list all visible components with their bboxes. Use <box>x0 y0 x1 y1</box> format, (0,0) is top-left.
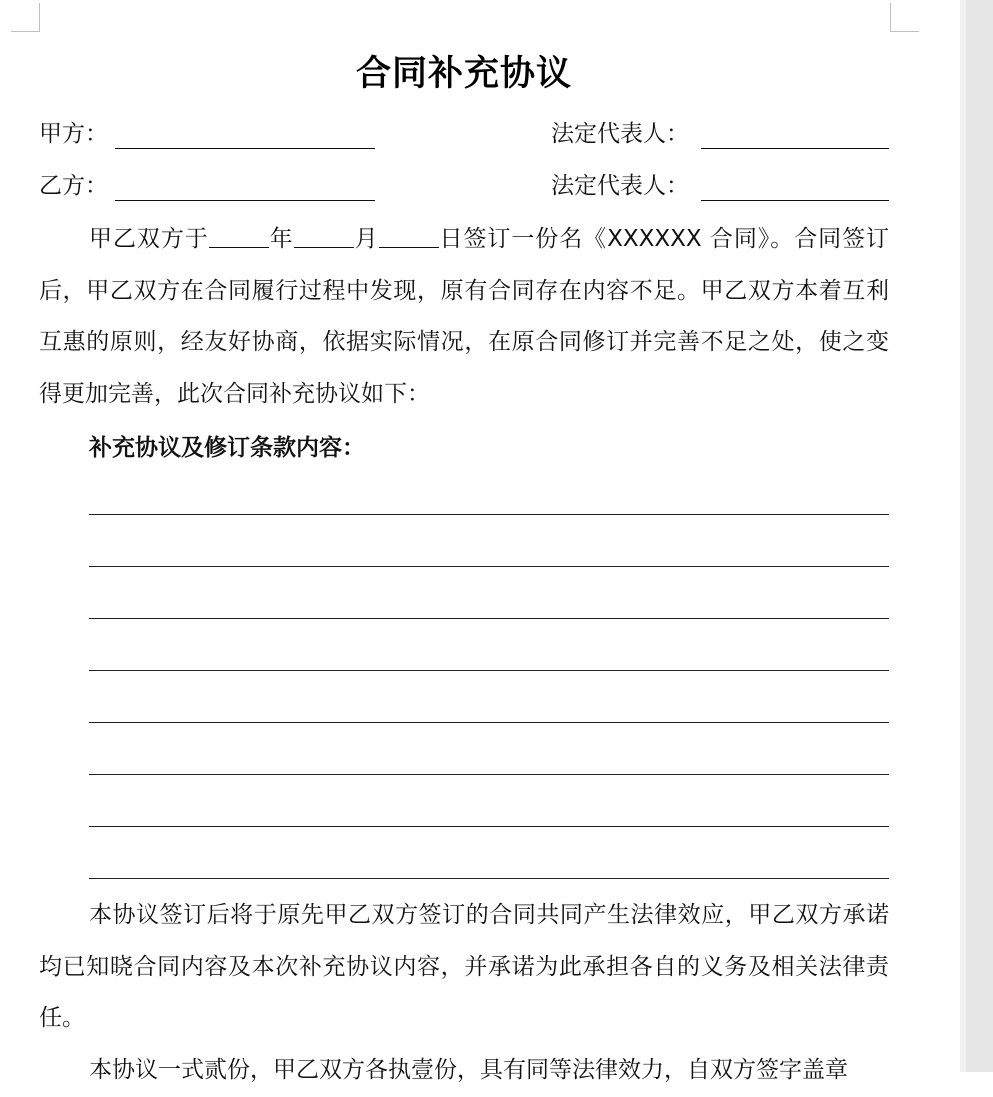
document-title[interactable]: 合同补充协议 <box>355 54 572 94</box>
clause-fill-line[interactable] <box>89 618 889 619</box>
year-blank[interactable] <box>209 225 269 248</box>
window-side-margin <box>960 0 993 1072</box>
page-corner-mark-left <box>11 3 40 32</box>
party-a-blank[interactable] <box>115 148 375 149</box>
effect-paragraph[interactable]: 本协议签订后将于原先甲乙双方签订的合同共同产生法律效应，甲乙双方承诺均已知晓合同内容及本次补充协议内容，并承诺为此承担各自的义务及相关法律责任。 <box>39 902 889 1031</box>
clause-fill-line[interactable] <box>89 722 889 723</box>
year-label: 年 <box>268 226 294 252</box>
legal-rep-a-blank[interactable] <box>701 148 889 149</box>
legal-rep-b-label[interactable]: 法定代表人： <box>551 173 689 199</box>
page-corner-mark-right <box>890 3 919 32</box>
intro-paragraph[interactable] <box>39 214 889 420</box>
clause-fill-line[interactable] <box>89 514 889 515</box>
clause-fill-line[interactable] <box>89 826 889 827</box>
copies-paragraph[interactable]: 本协议一式贰份，甲乙双方各执壹份，具有同等法律效力，自双方签字盖章 <box>89 1057 848 1083</box>
clause-fill-line[interactable] <box>89 566 889 567</box>
legal-rep-b-blank[interactable] <box>701 200 889 201</box>
clause-heading[interactable]: 补充协议及修订条款内容： <box>89 435 365 461</box>
intro-text-start: 甲乙双方于 <box>89 226 209 252</box>
clause-fill-line[interactable] <box>89 670 889 671</box>
party-a-label[interactable]: 甲方： <box>39 121 108 147</box>
month-label: 月 <box>353 226 379 252</box>
month-blank[interactable] <box>294 225 354 248</box>
party-a-row <box>39 114 889 154</box>
intro-text-rest: 日签订一份名《XXXXXX 合同》。合同签订后，甲乙双方在合同履行过程中发现，原有合同存在内容不足。甲乙双方本着互利互惠的原则，经友好协商，依据实际情况，在原合同修订并完善不足之处，使之变得更加完善，此次合同补充协议如下： <box>39 226 890 407</box>
party-b-row <box>39 166 889 206</box>
day-blank[interactable] <box>379 225 439 248</box>
clause-fill-line[interactable] <box>89 774 889 775</box>
party-b-label[interactable]: 乙方： <box>39 173 108 199</box>
party-b-blank[interactable] <box>115 200 375 201</box>
legal-rep-a-label[interactable]: 法定代表人： <box>551 121 689 147</box>
clause-fill-line[interactable] <box>89 878 889 879</box>
